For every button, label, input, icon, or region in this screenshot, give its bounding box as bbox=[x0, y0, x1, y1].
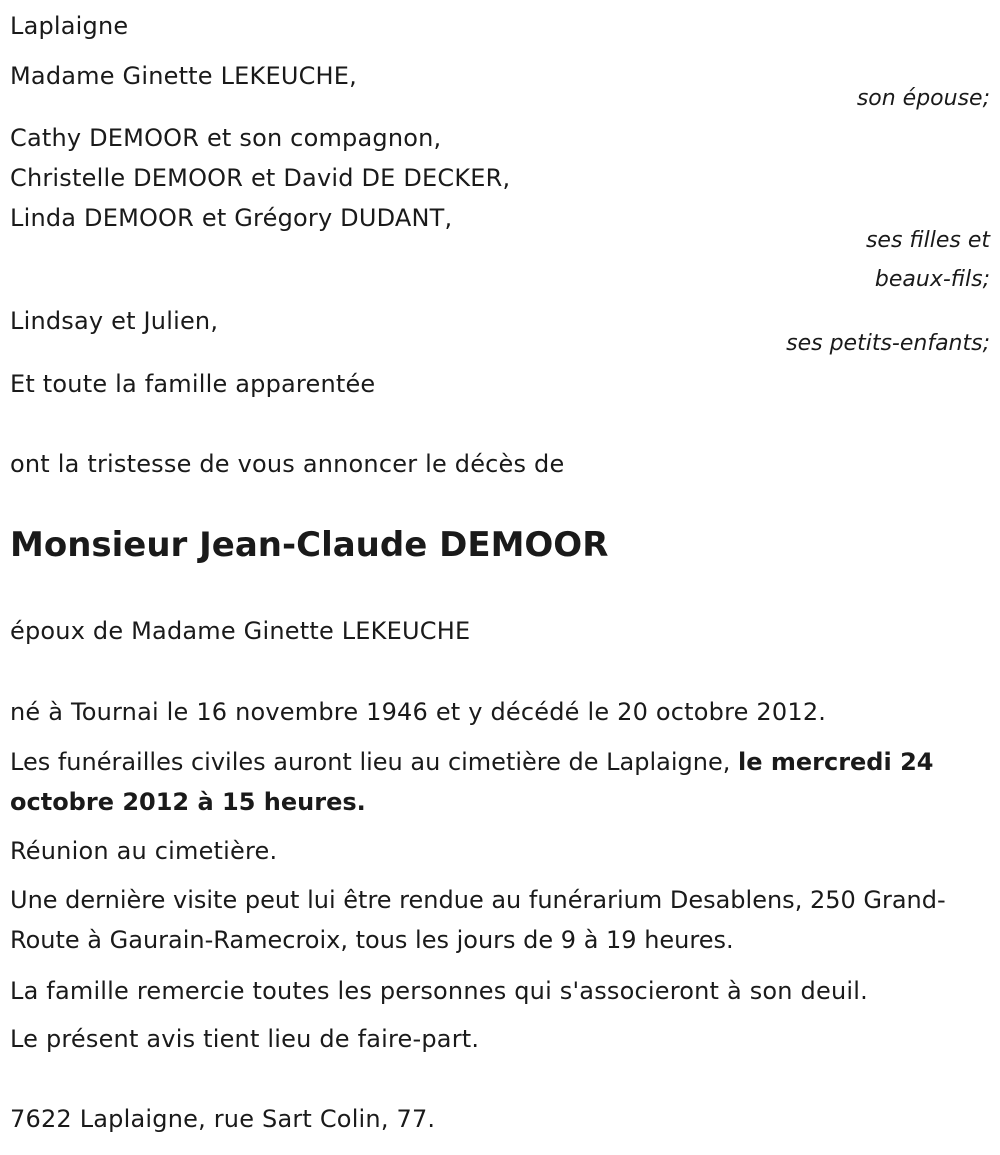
grandchildren-role: ses petits-enfants; bbox=[786, 331, 990, 356]
funeral-date: le mercredi 24 octobre 2012 à 15 heures. bbox=[10, 748, 934, 816]
announcement-intro: ont la tristesse de vous annoncer le décès de bbox=[10, 450, 565, 478]
spouse-role: son épouse; bbox=[856, 86, 990, 111]
spouse-of-line: époux de Madame Ginette LEKEUCHE bbox=[10, 617, 471, 645]
relatives-line: Et toute la famille apparentée bbox=[10, 370, 376, 398]
children-role-line2: beaux-fils; bbox=[874, 267, 990, 292]
thanks-line: La famille remercie toutes les personnes qui s'associeront à son deuil. bbox=[10, 977, 868, 1005]
notice-line: Le présent avis tient lieu de faire-part. bbox=[10, 1025, 480, 1053]
funeral-text: Les funérailles civiles auront lieu au cimetière de Laplaigne, bbox=[10, 748, 738, 776]
meeting-line: Réunion au cimetière. bbox=[10, 837, 278, 865]
funeral-paragraph bbox=[10, 742, 985, 822]
visit-paragraph: Une dernière visite peut lui être rendue au funérarium Desablens, 250 Grand-Route à Gaurain-Ramecroix, tous les jours de 9 à 19 heures. bbox=[10, 886, 946, 954]
child-1: Cathy DEMOOR et son compagnon, bbox=[10, 124, 442, 152]
birth-death-line: né à Tournai le 16 novembre 1946 et y décédé le 20 octobre 2012. bbox=[10, 698, 827, 726]
address-line: 7622 Laplaigne, rue Sart Colin, 77. bbox=[10, 1105, 436, 1133]
grandchildren-names: Lindsay et Julien, bbox=[10, 307, 219, 335]
child-3: Linda DEMOOR et Grégory DUDANT, bbox=[10, 204, 453, 232]
deceased-name: Monsieur Jean-Claude DEMOOR bbox=[10, 525, 609, 565]
child-2: Christelle DEMOOR et David DE DECKER, bbox=[10, 164, 511, 192]
place-heading: Laplaigne bbox=[10, 12, 129, 40]
children-role-line1: ses filles et bbox=[865, 228, 990, 253]
spouse-name: Madame Ginette LEKEUCHE, bbox=[10, 62, 357, 90]
